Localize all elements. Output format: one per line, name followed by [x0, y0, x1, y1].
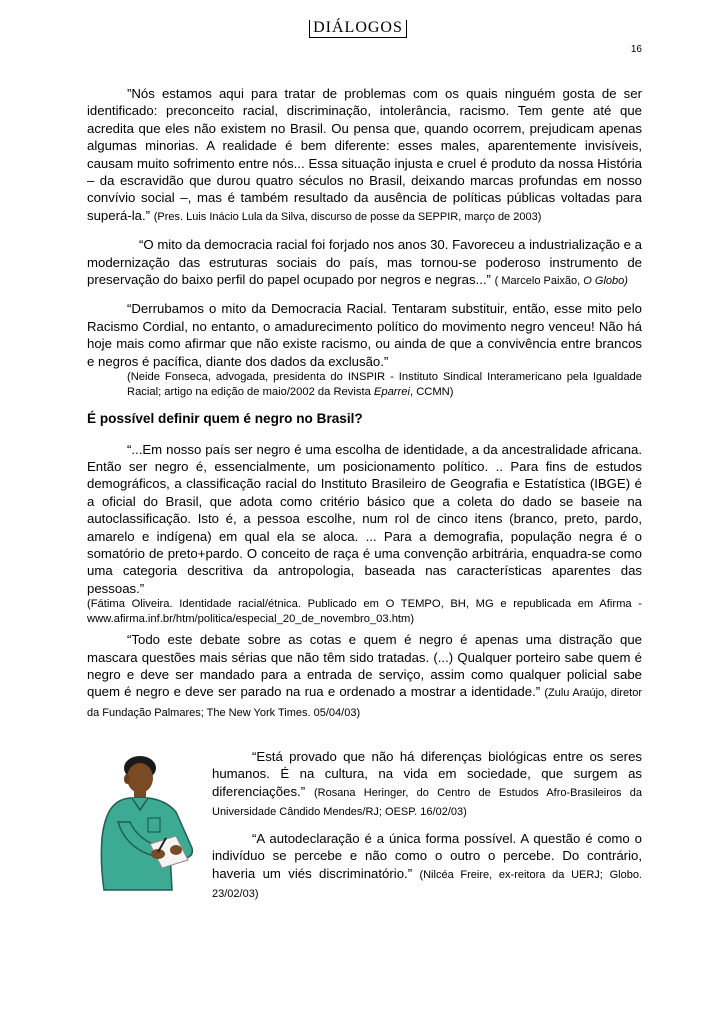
quote-paixao-text: “O mito da democracia racial foi forjado nos anos 30. Favoreceu a industrialização e a modernização das estruturas sociais do país, mas tornou-se poderoso instrumento de preservação do baixo perfil do papel ocupado por negros e negras...”: [87, 237, 642, 288]
quote-heringer: [212, 748, 642, 822]
page-body: [87, 85, 642, 730]
quote-heringer-text: “Está provado que não há diferenças biológicas entre os seres humanos. É na cultura, na vida em sociedade, que surgem as diferenciações.”: [212, 749, 642, 799]
quote-fonseca-text: “Derrubamos o mito da Democracia Racial. Tentaram substituir, então, esse mito pelo Racismo Cordial, no entanto, o amadurecimento político do movimento negro venceu! Não há hoje mais como afirmar que não existe racismo, ou ainda de que a convivência entre brancos e negros é pacífica, diante dos dados da exclusão.”: [87, 301, 642, 369]
quote-paixao-cite: ( Marcelo Paixão, O Globo): [494, 275, 628, 288]
man-writing-icon: [96, 752, 208, 892]
quote-paixao: [87, 236, 642, 290]
quote-oliveira: [87, 441, 642, 598]
quote-heringer-cite: (Rosana Heringer, do Centro de Estudos Afro-Brasileiros da Universidade Cândido Mendes/RJ; OESP. 16/02/03): [212, 786, 642, 819]
quote-lula-text: ”Nós estamos aqui para tratar de problemas com os quais ninguém gosta de ser identificado: preconceito racial, discriminação, intolerância, racismo. Tem gente até que acredita que eles não existem no Brasil. Ou pensa que, quando ocorrem, prejudicam apenas algumas minorias. A realidade é bem diferente: esses males, aparentemente invisíveis, causam muito sofrimento entre nós... Essa situação injusta e cruel é produto da nossa História – da escravidão que durou quatro séculos no Brasil, deixando marcas profundas em nosso convívio social –, mas é também resultado da ausência de políticas públicas voltadas para superá-la.”: [87, 86, 642, 223]
quote-freire-cite: (Nilcéa Freire, ex-reitora da UERJ; Globo. 23/02/03): [212, 868, 642, 901]
quote-fonseca: [87, 300, 642, 370]
section-heading: É possível definir quem é negro no Brasil?: [87, 411, 363, 427]
page-number: 16: [630, 44, 642, 55]
quote-freire-text: “A autodeclaração é a única forma possível. A questão é como o indivíduo se percebe e não como o outro o percebe. Do contrário, haveria um viés discriminatório.”: [212, 831, 642, 881]
quote-oliveira-text: “...Em nosso país ser negro é uma escolha de identidade, a da ancestralidade africana. Então ser negro é, essencialmente, um posicionamento político. .. Para fins de estudos demográficos, a classificação racial do Instituto Brasileiro de Geografia e Estatística (IBGE) é a oficial do Brasil, que adota como critério básico que a coleta do dado se baseie na autoclassificação. Isto é, a pessoa escolhe, num rol de cinco itens (branco, preto, pardo, amarelo e indígena) em qual ela se aloca. ... Para a demografia, população negra é o somatório de preto+pardo. O conceito de raça é uma convenção arbitrária, enquadra-se como uma categoria descritiva da antropologia, baseada nas características aparentes das pessoas.”: [87, 441, 642, 596]
logo-text: DIÁLOGOS: [313, 19, 403, 36]
quote-araujo-text: “Todo este debate sobre as cotas e quem é negro é apenas uma distração que mascara questões mais sérias que não têm sido tratadas. (...) Qualquer porteiro sabe quem é negro e deve ser mandado para a entrada de serviço, assim como qualquer policial sabe quem é negro e deve ser parado na rua e ordenado a mostrar a identidade.”: [87, 632, 642, 700]
quote-lula: [87, 85, 642, 226]
quote-lula-cite: (Pres. Luis Inácio Lula da Silva, discurso de posse da SEPPIR, março de 2003): [153, 210, 542, 223]
quote-araujo-cite: (Zulu Araújo, diretor da Fundação Palmares; The New York Times. 05/04/03): [87, 687, 642, 719]
header-logo: [309, 18, 407, 38]
quote-araujo: [87, 631, 642, 722]
quote-oliveira-cite: (Fátima Oliveira. Identidade racial/étnica. Publicado em O TEMPO, BH, MG e republicada em Afirma - www.afirma.inf.br/htm/politica/especial_20_de_novembro_03.htm): [87, 598, 642, 626]
quote-freire: [212, 830, 642, 904]
quote-fonseca-cite: (Neide Fonseca, advogada, presidenta do INSPIR - Instituto Sindical Interamericano pela Igualdade Racial; artigo na edição de maio/2002 da Revista Eparrei, CCMN): [127, 371, 642, 399]
